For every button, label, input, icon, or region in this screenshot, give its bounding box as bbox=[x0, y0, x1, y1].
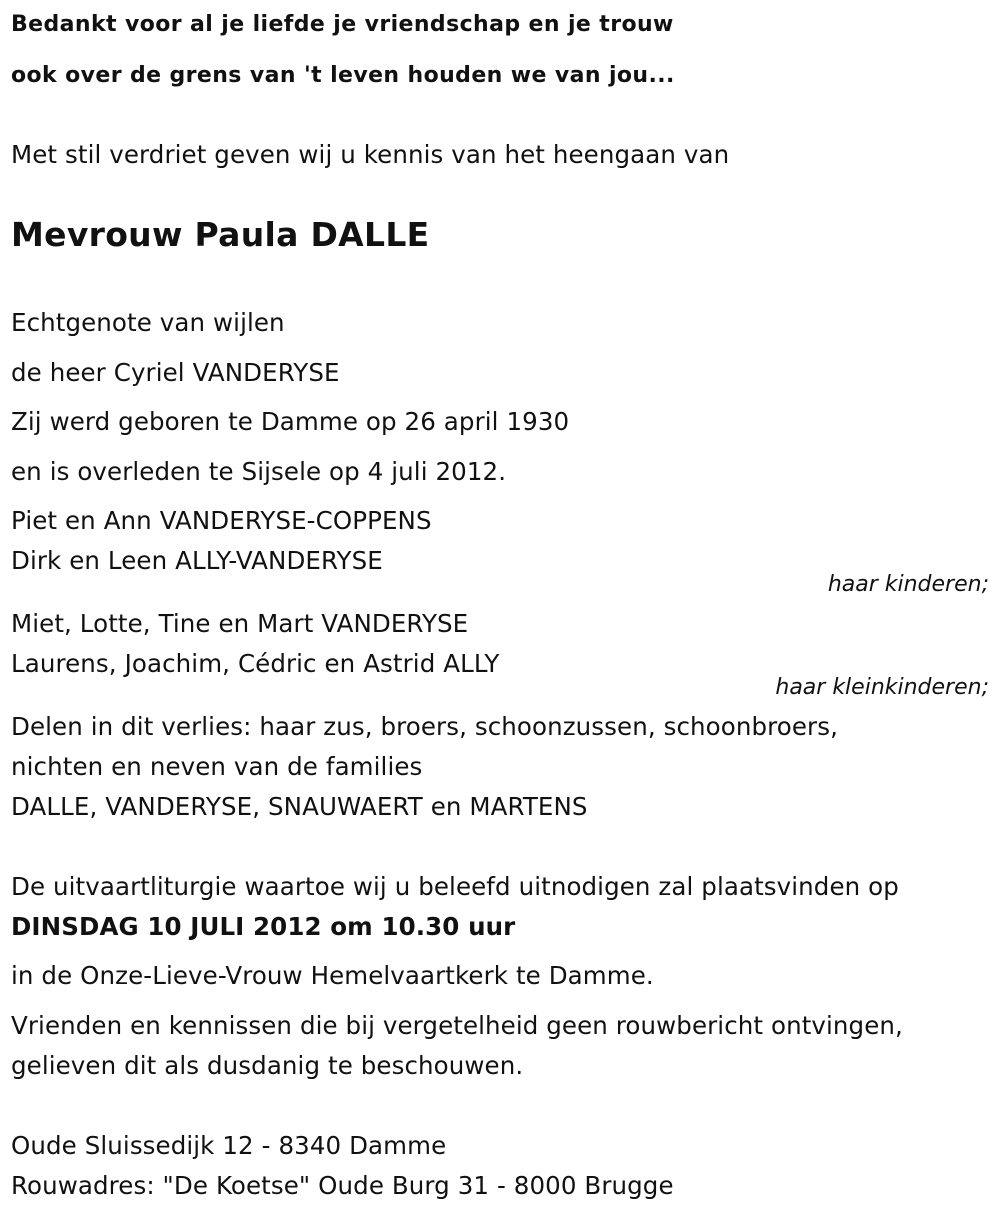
funeral-location: in de Onze-Lieve-Vrouw Hemelvaartkerk te Damme. bbox=[11, 961, 654, 990]
family-line-2: nichten en neven van de families bbox=[11, 752, 423, 781]
family-line-3: DALLE, VANDERYSE, SNAUWAERT en MARTENS bbox=[11, 792, 588, 821]
deceased-name: Mevrouw Paula DALLE bbox=[11, 215, 430, 254]
funeral-datetime: DINSDAG 10 JULI 2012 om 10.30 uur bbox=[11, 912, 516, 941]
notice-line-1: Vrienden en kennissen die bij vergetelheid geen rouwbericht ontvingen, bbox=[11, 1011, 903, 1040]
spouse-line-1: Echtgenote van wijlen bbox=[11, 308, 285, 337]
spouse-line-2: de heer Cyriel VANDERYSE bbox=[11, 358, 340, 387]
death-text: en is overleden te Sijsele op 4 juli 2012. bbox=[11, 457, 507, 486]
birth-text: Zij werd geboren te Damme op 26 april 1930 bbox=[11, 407, 570, 436]
grandchild-line-2: Laurens, Joachim, Cédric en Astrid ALLY bbox=[11, 649, 500, 678]
announcement-text: Met stil verdriet geven wij u kennis van het heengaan van bbox=[11, 140, 730, 169]
child-line-2: Dirk en Leen ALLY-VANDERYSE bbox=[11, 546, 383, 575]
funeral-intro: De uitvaartliturgie waartoe wij u beleefd uitnodigen zal plaatsvinden op bbox=[11, 872, 899, 901]
family-line-1: Delen in dit verlies: haar zus, broers, schoonzussen, schoonbroers, bbox=[11, 712, 838, 741]
grandchild-line-1: Miet, Lotte, Tine en Mart VANDERYSE bbox=[11, 609, 469, 638]
grandchildren-label: haar kleinkinderen; bbox=[775, 675, 989, 700]
home-address: Oude Sluissedijk 12 - 8340 Damme bbox=[11, 1131, 447, 1160]
motto-line-2: ook over de grens van 't leven houden we van jou... bbox=[11, 63, 675, 88]
notice-line-2: gelieven dit als dusdanig te beschouwen. bbox=[11, 1051, 524, 1080]
motto-line-1: Bedankt voor al je liefde je vriendschap en je trouw bbox=[11, 12, 674, 37]
children-label: haar kinderen; bbox=[827, 572, 989, 597]
mourning-address: Rouwadres: "De Koetse" Oude Burg 31 - 8000 Brugge bbox=[11, 1171, 674, 1200]
child-line-1: Piet en Ann VANDERYSE-COPPENS bbox=[11, 506, 432, 535]
